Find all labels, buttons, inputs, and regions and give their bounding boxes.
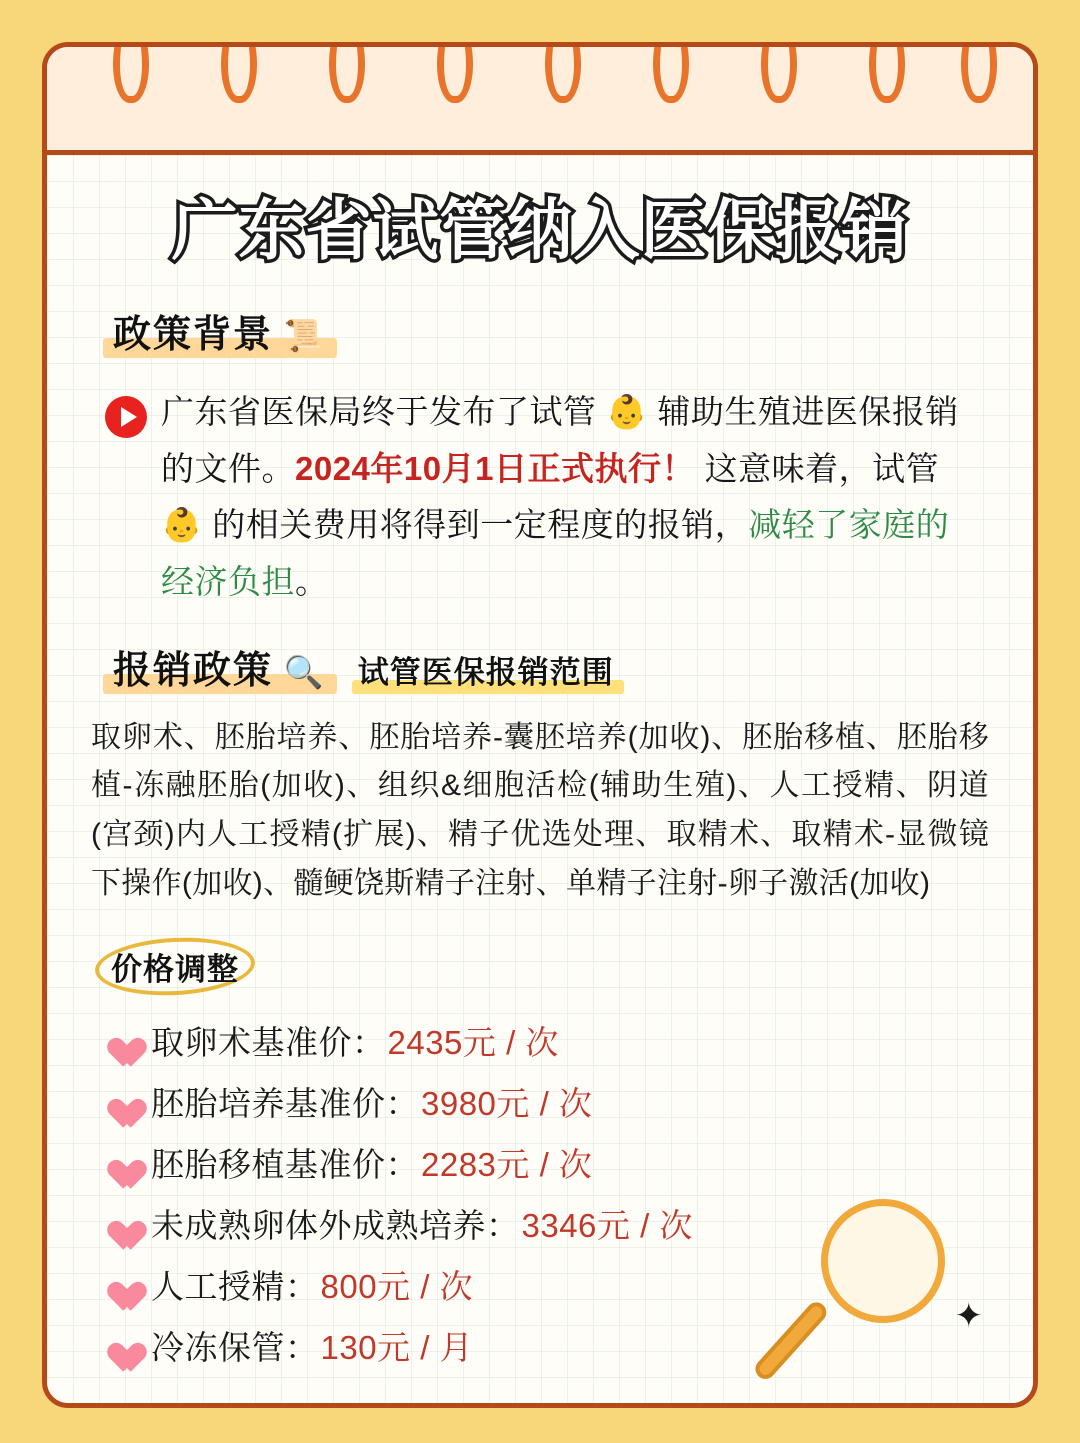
price-value: 3980元 / 次 [421,1085,593,1123]
note-page [47,155,1033,1403]
price-value: 2283元 / 次 [421,1146,593,1184]
list-item [101,1139,997,1186]
section-heading-policy [103,637,337,696]
section-heading-policy-label: 报销政策 [113,649,274,692]
paragraph-part-1: 广东省医保局终于发布了试管 👶 辅助生殖进医保报销的文件。 [161,392,959,487]
price-value: 3346元 / 次 [521,1207,693,1245]
price-list [101,1017,997,1369]
magnifier-icon: 🔍 [283,653,324,690]
play-icon [105,396,147,438]
list-item [101,1322,997,1369]
heart-icon [101,1026,135,1056]
sparkle-icon: ✦ [954,1297,983,1335]
list-item [101,1200,997,1247]
price-label: 胚胎移植基准价： [151,1146,419,1184]
page-title: 广东省试管纳入医保报销 [171,193,909,267]
subheading-scope [352,647,624,694]
heart-icon [101,1209,135,1239]
list-item [101,1261,997,1308]
price-label: 胚胎培养基准价： [151,1085,419,1123]
price-value: 800元 / 次 [320,1268,474,1306]
heart-icon [101,1087,135,1117]
background-paragraph [161,384,981,611]
subheading-price [95,938,255,995]
section-heading-background [103,301,337,360]
heart-icon [101,1331,135,1361]
price-label: 冷冻保管： [151,1329,319,1367]
section-heading-background-label: 政策背景 [113,313,274,356]
scroll-icon: 📜 [283,317,324,354]
scope-text: 取卵术、胚胎培养、胚胎培养-囊胚培养(加收)、胚胎移植、胚胎移植-冻融胚胎(加收)、组织&细胞活检(辅助生殖)、人工授精、阴道(宫颈)内人工授精(扩展)、精子优选处理、取精术、取精术-显微镜下操作(加收)、髓鲠饶斯精子注射、单精子注射-卵子激活(加收) [91,720,989,900]
price-label: 未成熟卵体外成熟培养： [151,1207,520,1245]
paragraph-highlight-green: 减轻了家庭的经济负担 [161,506,950,601]
heart-icon [101,1270,135,1300]
price-value: 2435元 / 次 [387,1024,559,1062]
paragraph-part-2: 这意味着，试管 👶 的相关费用将得到一定程度的报销， [161,449,940,544]
list-item [101,1078,997,1125]
heart-icon [101,1148,135,1178]
price-value: 130元 / 月 [320,1329,474,1367]
notebook-card [42,42,1038,1408]
paragraph-highlight-red: 2024年10月1日正式执行！ [295,449,695,487]
subheading-price-label: 价格调整 [111,952,239,988]
list-item [101,1017,997,1064]
background-paragraph-row [105,384,981,611]
paragraph-part-3: 。 [295,563,329,601]
price-label: 取卵术基准价： [151,1024,386,1062]
spiral-band [47,47,1033,155]
subheading-scope-label: 试管医保报销范围 [357,654,614,690]
price-label: 人工授精： [151,1268,319,1306]
